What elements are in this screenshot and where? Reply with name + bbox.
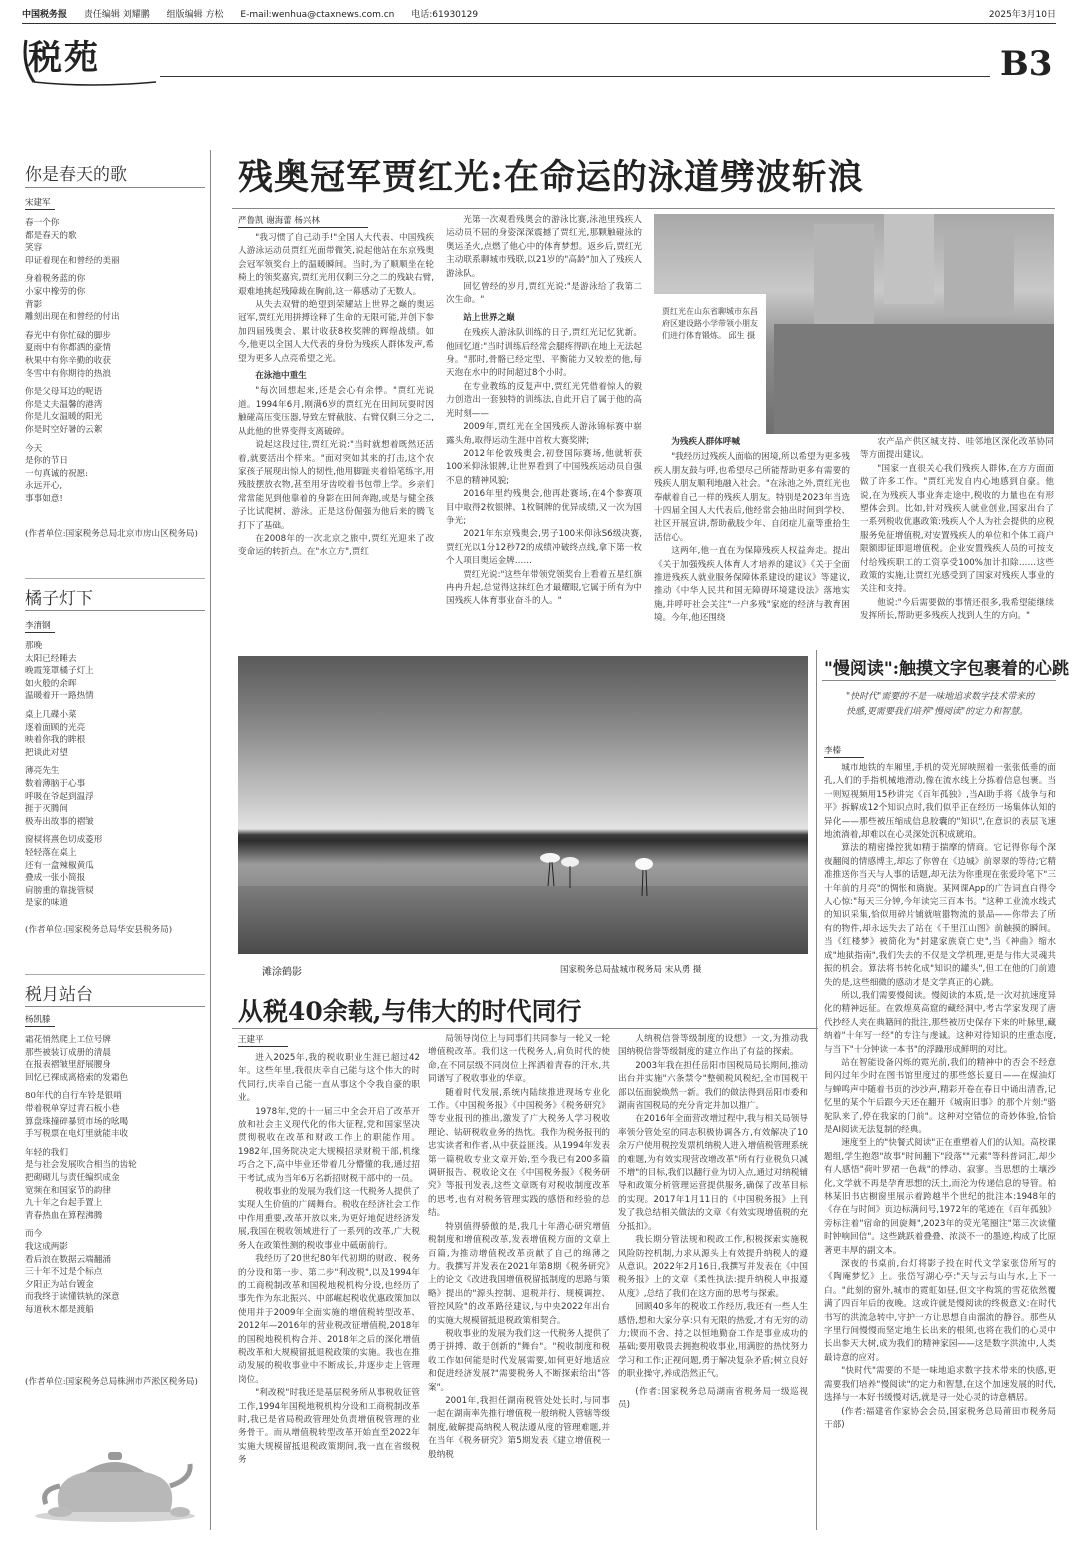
article3-author-unit: (作者:福建省作家协会会员,国家税务总局莆田市税务局干部)	[824, 1406, 1056, 1430]
poem-line: 身着税务蓝的你	[25, 274, 86, 285]
paragraph: 1978年,党的十一届三中全会开启了改革开放和社会主义现代化的伟大征程,党和国家坚决贯彻税收在改革和财政工作上的职能作用。1982年,国务院决定大规模招录财税干部,机缘巧合之下,高中毕业还带着几分懵懂的我,通过招干考试,成为当年6万名新招财税干部中的一员。	[238, 1106, 420, 1184]
paragraph: 这两年,他一直在为保障残疾人权益奔走。提出《关于加强残疾人体育人才培养的建议》《关于全面推进残疾人就业服务保障体系建设的建议》等建议,推动《中华人民共和国无障碍环境建设法》落地实施,并呼吁社会关注"一户多残"家庭的经济与教育困境。今年,他还围绕	[654, 546, 850, 624]
poem-line: 太阳已经睡去	[25, 653, 77, 664]
poem-line: 算盘珠撞碎暴贸市场的吆喝	[25, 1116, 129, 1127]
poem-line: 桌上几碟小菜	[25, 709, 77, 720]
poem-line: 轻轻落在桌上	[25, 847, 77, 858]
article1-headline: 残奥冠军贾红光:在命运的泳道劈波斩浪	[238, 157, 864, 198]
paragraph: 我经历了20世纪80年代初期的财政、税务的分设和第一步、第二步"利改税",以及1994年的工商税制改革和国税地税机构分设,也经历了事先作为东北振兴、中部崛起税收优惠政策加以使用并于2009年全面实施的增值税转型改革、2012年—2016年的营业税改征增值税,2018年的国税地税机构合并、2018年之后的深化增值税改革和大规模留抵退税政策的实施。我也在推动发展的税收事业中不断成长,并逐步走上管理岗位。	[238, 1254, 420, 1385]
poem-line: 把砌砌儿与责任编织成金	[25, 1172, 120, 1183]
poem-line: 春光中有你忙碌的脚步	[25, 330, 111, 341]
poem-author: 李淯钢	[25, 621, 51, 631]
poem-title: 橘子灯下	[25, 589, 93, 609]
article2-headline: 从税40余载,与伟大的时代同行	[238, 997, 582, 1026]
paragraph: "国家一直很关心我们残疾人群体,在方方面面做了许多工作。"贾红光发自内心地感到自豪。他说,在为残疾人事业奔走途中,税收的力量也在有形塑体会到。比如,针对残疾人就业创业,国家出台了一系列税收优惠政策:残疾人个人为社会提供的应税服务免征增值税,对安置残疾人的单位和个体工商户限额即征即退增值税。企业安置残疾人员的可按支付给残疾职工的工资享受100%加计扣除……这些政策的实施,让贾红光感受到了国家对残疾人事业的关注和支持。	[860, 463, 1054, 595]
paragraph: 说起这段过往,贾红光说:"当时就想着既然还活着,就要活出个样来。"面对突如其来的打击,这个农家孩子展现出惊人的韧性,他用脚趾夹着铅笔练字,用残肢摆放衣物,甚至用牙齿咬着书包带上学。乡亲们常常能见到他靠着的身影在田间奔跑,或是与健全孩子比试爬树、游泳。正是这份倔强为他后来的腾飞打下了基础。	[238, 440, 434, 531]
paper-name: 中国税务报	[22, 10, 68, 20]
paragraph: 他说:"今后需要做的事情还很多,我希望能继续发挥所长,帮助更多残疾人找到人生的方向。"	[860, 597, 1054, 622]
sidebar-rule-2	[25, 974, 205, 975]
paragraph: 2016年里约残奥会,他再赴赛场,在4个参赛项目中取得2枚银牌、1枚铜牌的优异成绩,又一次为国争光;	[446, 489, 642, 526]
paragraph: "我经历过残疾人面临的困境,所以希望为更多残疾人朋友鼓与呼,也希望尽己所能帮助更多有需要的残疾人朋友顺利地融入社会。"在泳池之外,贾红光也奉献着自己一样的残疾人朋友。特别是2023年当选十四届全国人大代表后,他经常会抽出时间到学校、社区开展宣讲,帮助截肢少年、自闭症儿童等重拾生活信心。	[654, 452, 850, 543]
poem-line: 温暖着开一路热情	[25, 691, 94, 702]
main-photo	[238, 656, 808, 954]
poem-author-rule	[25, 1026, 55, 1027]
poem-line: 是你的节日	[25, 456, 68, 467]
poem-title: 税月站台	[25, 985, 93, 1005]
tide-flat-shape	[238, 886, 808, 954]
paragraph: 税收事业的发展为我们这一代税务人提供了实现人生价值的广阔舞台。税收在经济社会工作中作用重要,改革开放以来,为更好地促进经济发展,我国在税收领域进行了一系列的改革,广大税务人在政策性测的税收事业中砥砺前行。	[238, 1187, 420, 1251]
poem-title-rule	[25, 1006, 205, 1007]
paragraph: 进入2025年,我的税收职业生涯已超过42年。这些年里,我很庆幸自己能与这个伟大的时代同行,庆幸自己能一直从事这个令我自豪的职业。	[238, 1053, 420, 1104]
paragraph: 特别值得骄傲的是,我几十年潜心研究增值税制度和增值税改革,发表增值税方面的文章上百篇,为推动增值税改革贡献了自己的绵薄之力。我撰写并发表在2021年第8期《税务研究》上的论文《改进我国增值税留抵制度的思路与策略》提出的"源头控制、退税并行、规模调控、管控风险"的改革路径建议,与中央2022年出台的实施大规模留抵退税政策相契合。	[428, 1221, 610, 1326]
article3-divider	[816, 650, 817, 1530]
poem-line: 你是丈夫温馨的港湾	[25, 399, 103, 410]
poem-line: 映着你我的眸根	[25, 735, 86, 746]
article3-headline: "慢阅读":触摸文字包裹着的心跳	[824, 659, 1069, 679]
poem-line: 一句真诚的祝愿:	[25, 468, 89, 479]
poem-line: 都是春天的歌	[25, 230, 77, 241]
paragraph: 站在智能设备闪烁的霓光前,我们的精神中的否会不经意间闪过年少时在图书馆里度过的那些悠长夏日——在煤油灯与蝉鸣声中随着书页的沙沙声,精彩开卷在春日中诵出清香,记忆里的某个午后跟今天还在翻开《城南旧事》的那个片刻:"骆驼队来了,停在我家的门前"。这种对空错位的奇妙体验,恰恰是AI阅读无法复制的经典。	[824, 1057, 1056, 1135]
header-rule-bottom	[160, 76, 990, 77]
paragraph: 随着时代发展,系统内陆续推进现场专业化工作。《中国税务报》《中国税务》《税务研究》等专业报刊的推出,激发了广大税务人学习税收理论、钻研税收业务的热忱。我作为税务报刊的忠实读者和作者,从中获益匪浅。从1994年发表第一篇税收专业文章开始,至今我已有200多篇调研报告、税收论文在《中国税务报》《税务研究》等报刊发表,这些文章既有对税收制度改革的思考,也有对税务管理实践的感悟和经验的总结。	[428, 1087, 610, 1219]
article2-byline-rule	[238, 1046, 288, 1047]
poem-line: 把谈此对望	[25, 747, 68, 758]
poem-unit: (作者单位:国家税务总局华安县税务局)	[25, 925, 173, 935]
paragraph: 光第一次观看残奥会的游泳比赛,泳池里残疾人运动员不屈的身姿深深震撼了贾红光,那颗触碰泳的奥运圣火,点燃了他心中的体育梦想。返乡后,贾红光主动联系聊城市残联,以21岁的"高龄"加入了残疾人游泳队。	[446, 215, 642, 279]
article2-author-unit: (作者:国家税务总局湖南省税务局一级巡视员)	[618, 1386, 808, 1410]
article1-col3	[654, 436, 850, 636]
poem-line: 笑容	[25, 243, 43, 254]
poem-line: 事事如意!	[25, 493, 63, 504]
article1-byline-rule	[238, 227, 368, 228]
paragraph: 所以,我们需要慢阅读。慢阅读的本质,是一次对抗速度异化的精神远征。在敦煌莫高窟的藏经洞中,考古学家发现了唐代抄经人夹在典籍间的批注,那些被历史保存下来的叶脉里,藏纳着"十年写一经"的专注与虔诚。这种对待知识的庄重态度,与当下"十分钟读一本书"的浮躁形成鲜明的对比。	[824, 990, 1056, 1055]
poem-line: 背影	[25, 299, 43, 310]
paragraph: 回忆曾经的岁月,贾红光说:"是游泳给了我第二次生命。"	[446, 282, 642, 306]
poem-line: 极寿出故事的褶皱	[25, 816, 94, 827]
poem-line: 肩膀重的靠拢管棂	[25, 885, 94, 896]
buildings-shape	[944, 234, 1014, 314]
poem-line: 而今	[25, 1229, 43, 1240]
masthead-bar	[22, 8, 1056, 22]
article3-lead: "快时代"需要的不是一味地追求数字技术带来的快感,更需要我们培养"慢阅读"的定力和智慧。	[846, 692, 1035, 717]
poem-line: 你是儿女温暖的阳光	[25, 412, 103, 423]
article1-col1	[238, 232, 434, 638]
section-title-brush-icon	[20, 30, 160, 90]
paragraph: 在2016年全面营改增过程中,我与相关局领导率领分管处室的同志积极协调各方,有效解决了10余万户使用税控发票机纳税人进入增值税管理系统的难题,为有效实现营改增改革"所有行业税负只减不增"的目标,我们以翻行业为切入点,通过对纳税辅导和政策分析管理运营提供服务,确保了改革目标的实现。2017年1月11日的《中国税务报》上刊发了我总结相关做法的文章《有效实现增值税的充分抵扣》。	[618, 1114, 808, 1232]
paragraph: 从失去双臂的绝望到荣耀站上世界之巅的奥运冠军,贾红光用拼搏诠释了生命的无限可能,并创下参加四届残奥会、累计收获8枚奖牌的辉煌战绩。如今,他更以全国人大代表的身份为残疾人群体发声,希望为更多人点亮希望之光。	[238, 300, 434, 364]
paragraph: 在专业教练的反复声中,贾红光凭借着惊人的毅力创造出一套独特的训练法,自此开启了属于他的高光时刻——	[446, 381, 642, 419]
article1-byline: 严鲁凯 谢海蕾 杨兴林	[238, 216, 320, 226]
poem-line: 今天	[25, 443, 43, 454]
poem-author: 杨凯滕	[25, 1015, 51, 1025]
poem-line: 年轻的我们	[25, 1147, 68, 1158]
poem-line: 夏雨中有你都洒的豪情	[25, 343, 111, 354]
paragraph: 贾红光说:"这些年带领党领奖台上看着五星红旗冉冉升起,总觉得这抹红色才最耀眼,它属于所有为中国残疾人体育事业奋斗的人。"	[446, 569, 642, 607]
paragraph: 回顾40多年的税收工作经历,我还有一些人生感悟,想和大家分享:只有无限的热爱,才有无穷的动力;锲而不舍、持之以恒地勤奋工作是事业成功的基础;要用敬畏去拥抱税收事业,用满腔的热忱努力学习和工作;正视问题,勇于解决复杂矛盾;树立良好的职业操守,养成浩然正气。	[618, 1302, 808, 1380]
poem-line: 每道秋木都是渡船	[25, 1304, 94, 1315]
poem-lines	[25, 640, 205, 910]
poem-line: 80年代的自行车铃是银哨	[25, 1091, 122, 1102]
poem-lines	[25, 217, 205, 505]
poem-line: 霜花悄然爬上工位号牌	[25, 1035, 111, 1045]
poem-line: 九十年之台起手置上	[25, 1198, 103, 1209]
poem-line: 你是父母耳边的呢语	[25, 387, 103, 398]
poem-line: 秋果中有你辛勤的收获	[25, 355, 111, 366]
paragraph: 2009年,贾红光在全国残疾人游泳锦标赛中崭露头角,取得运动生涯中首枚大赛奖牌;	[446, 422, 642, 446]
poem-line: 是与社会发展吹合相当的齿轮	[25, 1160, 137, 1171]
article3-author: 李榛	[824, 746, 842, 756]
paragraph: 2003年我在担任岳阳市国税局局长期间,推动出台并实施"六条禁令"整顿税风税纪,全市国税干部以伍面貌焕然一新。我们的做法得到岳阳市委和湖南省国税局的充分肯定并加以推广。	[618, 1060, 808, 1112]
poem-line: 春一个你	[25, 218, 60, 228]
poem-line: 那晚	[25, 641, 43, 651]
poem-line: 窗棂将熹色切成菱形	[25, 835, 103, 846]
paragraph: 人纳税信誉等级制度的设想》一文,为推动我国纳税信誉等级制度的建立作出了有益的探索。	[618, 1034, 808, 1058]
header-rule-top	[22, 23, 1056, 24]
phone: 电话:61930129	[411, 10, 479, 20]
paragraph: "利改税"时我还是基层税务所从事税收征管工作,1994年国税地税机构分设和工商税制改革时,我已是省局税政管理处负责增值税管理的业务骨干。而从增值税转型改革开始直至2022年实施大规模留抵退税政策期间,我一直在省级税务	[238, 1388, 420, 1466]
poem-line: 看后浪在数据云端翻涌	[25, 1254, 111, 1265]
poem-line: 带着税单穿过青石板小巷	[25, 1103, 120, 1114]
page-number: B3	[1000, 44, 1053, 84]
crane-bird-icon	[630, 856, 660, 906]
poem-line: 叠成一张小简报	[25, 873, 86, 884]
paragraph: 我长期分管法规和税政工作,积极探索实施税风险防控机制,力求从源头上有效提升纳税人的遵从意识。2022年2月16日,我撰写并发表在《中国税务报》上的文章《柔性执法:提升纳税人申报遵从度》,总结了我们在这方面的思考与探索。	[618, 1235, 808, 1299]
poem-author-rule	[25, 632, 55, 633]
article2-col1	[238, 1052, 420, 1530]
article3-body	[824, 762, 1056, 1532]
poem-unit: (作者单位:国家税务总局北京市房山区税务局)	[25, 529, 198, 539]
sidebar-rule-1	[25, 578, 205, 579]
poem-author-rule	[25, 209, 55, 210]
paragraph: "每次回想起来,还是会心有余悸。"贾红光说道。1994年6月,刚满6岁的贾红光在田间玩耍时因触碰高压变压器,导致左臂截肢、右臂仅剩三分之二,从此他的世界变得支离破碎。	[238, 386, 434, 437]
poem-line: 是家的味道	[25, 898, 68, 909]
field-shape	[774, 324, 1054, 434]
poem-line: 在报表褶皱里舒展腰身	[25, 1060, 111, 1071]
paragraph: 城市地铁的车厢里,手机的荧光屏映照着一张张低垂的面孔,人们的手指机械地滑动,像在流水线上分拣着信息包裹。当一则短视频用15秒讲完《百年孤独》,当AI助手将《战争与和平》拆解成12个知识点时,我们似乎正在经历一场集体认知的异化——那些被压缩成信息胶囊的"知识",在意识的表层飞速地流淌着,却难以在心灵深处沉积成琥珀。	[824, 763, 1056, 841]
paragraph: 速度至上的"快餐式阅读"正在重塑着人们的认知。高校课题组,学生抱怨"故事"时间翻下"段落""元素"等科普词汇,却少有人感悟"荷叶罗裙一色裁"的悸动、寂寥。当思想的土壤沙化,文学就不再是孕育思想的沃土,而沦为传递信息的导管。柏林某旧书店橱窗里展示着跨越半个世纪的批注本:1948年的《存在与时间》页边标满问号,1972年的笔迹在《百年孤独》旁标注着"宿命的回旋舞",2023年的荧光笔圈注"第三次读懂时钟响回信"。这些跳跃着叠叠、浓淡不一的墨迹,构成了比原著更丰厚的副文本。	[824, 1138, 1056, 1256]
section-title: 税苑	[28, 38, 100, 78]
article1-subhead-2: 站上世界之巅	[463, 312, 515, 323]
crane-bird-icon	[528, 846, 588, 896]
poem-line: 还有一盒辣椒黄瓜	[25, 860, 94, 871]
poem-line: 雕刻出现在和曾经的付出	[25, 312, 120, 323]
poem-line: 回忆已裸成离格索的发霜色	[25, 1072, 129, 1083]
poem-unit: (作者单位:国家税务总局株洲市芦淞区税务局)	[25, 1377, 198, 1387]
poem-line: 冬雪中有你期待的热浪	[25, 368, 111, 379]
main-photo-caption-right: 国家税务总局盐城市税务局 宋从勇 摄	[560, 965, 702, 975]
buildings-shape	[884, 214, 934, 304]
paragraph: "快时代"需要的不是一味地追求数字技术带来的快感,更需要我们培养"慢阅读"的定力和智慧,在这个加速发展的时代,选择与一本好书缓慢对话,就是寻一处心灵的诗意栖居。	[824, 1366, 1056, 1404]
paragraph: 算法的精密操控犹如精于揣摩的情商。它记得你每个深夜翻阅的情感博主,却忘了你曾在《边城》前翠翠的等待;它精准推送你当天与人事的话题,却无法为你重现在张爱玲笔下"三十年前的月亮"的惆怅和旖旎。某网课App的广告词直白得令人心惊:"每天三分钟,今年读完三百本书。"这种工业流水线式的知识采集,恰似用碎片铺就喧嚣物流的景品——你带去了所有的物件,却永远失去了站在《千里江山图》前触摸的瞬间。当《红楼梦》被简化为"封建家族衰亡史",当《神曲》缩水成"地狱指南",我们失去的不仅是文学机理,更是与伟大灵魂共振的机会。算法将书转化成"知识的罐头",但工在他的门前遗失的是,这些细微的感动才是文学真正的心跳。	[824, 843, 1056, 988]
poem-line: 小家中橡劳的你	[25, 286, 86, 297]
poem-title: 你是春天的歌	[25, 165, 127, 185]
main-photo-caption-left: 滩涂鹤影	[262, 967, 302, 978]
poem-line: 我这成两影	[25, 1241, 68, 1252]
poem-line: 晚霞笼罩橘子灯上	[25, 666, 94, 677]
poem-line: 薄亮先生	[25, 766, 60, 777]
paragraph: 2012年伦敦残奥会,初登国际赛场,他就斩获100米仰泳银牌,让世界看到了中国残疾运动员自强不息的精神风貌;	[446, 448, 642, 486]
article3-author-rule	[824, 757, 864, 758]
paragraph: 局领导岗位上与同事们共同参与一轮又一轮增值税改革。我们这一代税务人,肩负时代的使命,在不同层级不同岗位上挥洒着青春的汗水,共同谱写了税收事业的华章。	[428, 1034, 610, 1085]
poem-line: 永远开心,	[25, 481, 63, 492]
poem-line: 逐着面顾的光亮	[25, 722, 86, 733]
poem-lines	[25, 1034, 205, 1316]
poem-line: 而我终于读懂铁轨的深意	[25, 1292, 120, 1303]
poem-line: 印证着现在和曾经的美丽	[25, 255, 120, 266]
article1-headline-rule	[232, 208, 1055, 209]
paragraph: 深夜的书桌前,台灯将影子投在时代文学家张岱所写的《陶庵梦忆》上。张岱写湖心亭:"天与云与山与水,上下一白。"此刻的窗外,城市的霓虹如昼,但文字构筑的雪花依然覆满了四百年后的夜晚。这或许就是慢阅读的终极意义:在时代书写的洪流急转中,守护一方让思想自由溜流的静谷。那些从字里行间慢慢而坚定地生长出来的根须,也将在我们的心灵中长出参天大树,成为我们的精神家园——这是数字洪流中,人类最诗意的应对。	[824, 1259, 1056, 1363]
paragraph: 农产品产供区城支持、哇邻地区深化改革协同等方面提出建议。	[860, 437, 1054, 461]
poem-title-rule	[25, 187, 205, 188]
paragraph: 在残疾人游泳队训练的日子,贾红光记忆犹新。他回忆道:"当时训练后经常会腿疼得趴在地上无法起身。"那时,骨骼已经定型、平衡能力又较差的他,每天泡在水中的时间超过8个小时。	[446, 328, 642, 379]
sidebar-divider	[210, 150, 211, 1530]
poem-line: 夕阳正为站台镀金	[25, 1279, 94, 1290]
poem-title-rule	[25, 610, 205, 611]
article1-col2	[446, 214, 642, 638]
email: E-mail:wenhua@ctaxnews.com.cn	[240, 10, 395, 20]
poem-line: 数着薄脑于心事	[25, 778, 86, 789]
poem-line: 如火般的余晖	[25, 678, 77, 689]
article2-col3	[618, 1033, 808, 1530]
poem-line: 手写税票在电灯里就能丰收	[25, 1129, 129, 1140]
article1-col4	[860, 436, 1054, 636]
editor: 责任编辑 刘耀鹏	[83, 10, 150, 20]
paragraph: 2021年东京残奥会,男子100米仰泳S6级决赛,贾红光以1分12秒72的成绩冲破终点线,拿下第一枚个人项目奥运金牌……	[446, 529, 642, 567]
poem-line: 那些被装订成册的清晨	[25, 1047, 111, 1058]
buildings-shape	[814, 224, 874, 324]
article2-headline-rule	[232, 1028, 818, 1029]
article2-col2	[428, 1033, 610, 1530]
layout-editor: 组版编辑 方松	[166, 10, 224, 20]
issue-date: 2025年3月10日	[988, 10, 1056, 20]
article1-photo-caption: 贾红光在山东省聊城市东昌府区建设路小学带领小朋友们进行体育锻炼。 邱生 摄	[662, 307, 758, 340]
poem-line: 呼吸在爷起到温浮	[25, 791, 94, 802]
poem-author: 宋建军	[25, 198, 51, 208]
paragraph: 税收事业的发展为我们这一代税务人提供了勇于拼搏、敢于创新的"舞台"。"税收制度和税收工作如何能是时代发展需要,如何更好地适应和促进经济发展?"需要税务人不断探索给出"答案"。	[428, 1328, 610, 1393]
article1-subhead-1: 在泳池中重生	[255, 371, 307, 382]
paragraph: 在2008年的一次北京之旅中,贾红光迎来了改变命运的转折点。在"水立方",贾红	[238, 533, 434, 558]
poem-line: 捱于灭腾间	[25, 804, 68, 815]
poem-line: 宽频在和国家节的韵律	[25, 1185, 111, 1196]
poem-line: 青春热血在算程沸腾	[25, 1210, 103, 1221]
article3-headline-rule	[822, 680, 1056, 681]
teapot-illustration-icon	[30, 1424, 200, 1524]
paragraph: 2001年,我担任湖南税管处处长时,与同事一起在湖南率先推行增值税一般纳税人管辖等级制度,破解提高纳税人税法遵从度的管理难题,并在当年《税务研究》第5期发表《建立增值税一般纳税	[428, 1395, 610, 1460]
poem-line: 三十年不过是个标点	[25, 1267, 103, 1278]
paragraph: "我习惯了自己动手!"全国人大代表、中国残疾人游泳运动员贾红光面带微笑,说起他站在东京残奥会冠军领奖台上的温暖瞬间。当时,为了顺顺坐在轮椅上的领奖嘉宾,贾红光用仅剩三分之二的残缺右臂,艰难地挑起残障裁在胸前,这一幕感动了无数人。	[238, 233, 434, 297]
article2-byline: 王建平	[238, 1035, 264, 1045]
poem-line: 你是时空好暑的云絮	[25, 424, 103, 435]
article1-subhead-3: 为残疾人群体呼喊	[671, 437, 740, 447]
